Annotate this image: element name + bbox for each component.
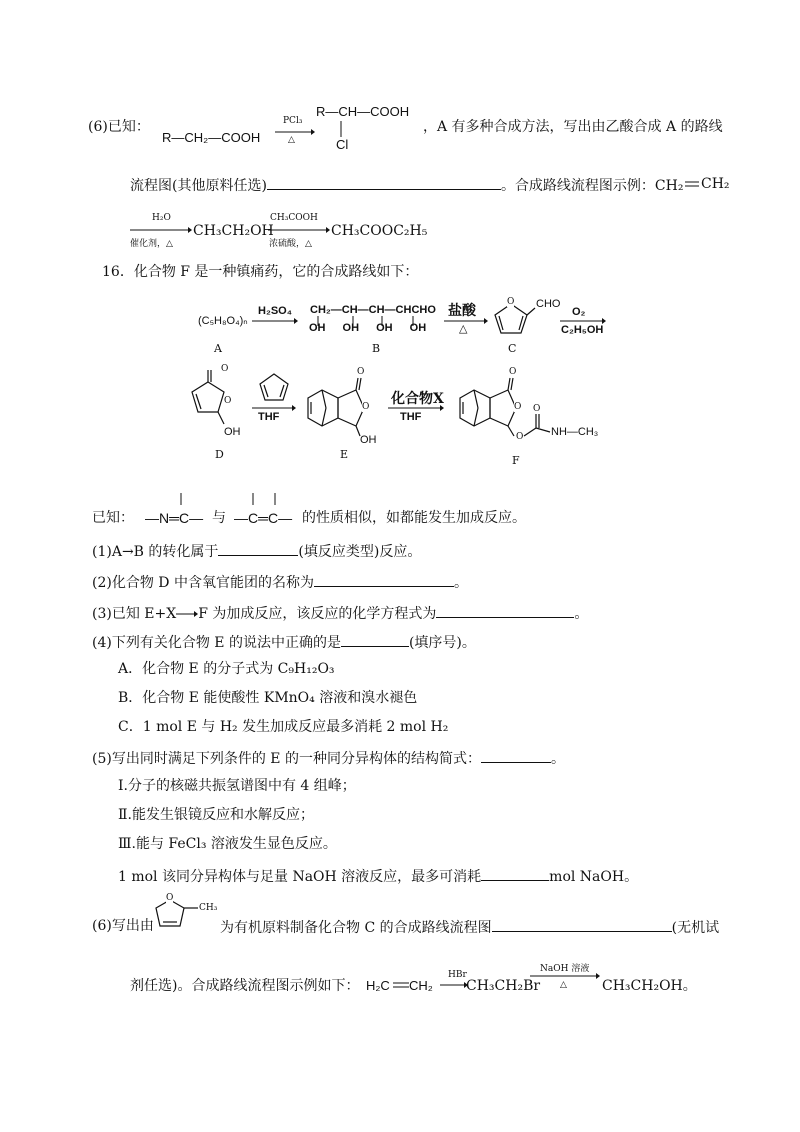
q16-3-text-b: F 为加成反应，该反应的化学方程式为 bbox=[198, 606, 437, 622]
compound-c-o: O bbox=[507, 297, 515, 307]
ex-cond1-bottom: 催化剂，△ bbox=[130, 239, 173, 249]
q16-3 bbox=[92, 603, 588, 623]
known-prefix: 已知： bbox=[92, 510, 134, 526]
condition-3: Ⅲ.能与 FeCl₃ 溶液发生显色反应。 bbox=[118, 836, 337, 852]
q16-1-text-a: (1)A→B 的转化属于 bbox=[92, 544, 219, 560]
q15-6-text2a: 流程图(其他原料任选) bbox=[130, 178, 267, 194]
q16-1-blank[interactable] bbox=[218, 541, 298, 556]
q16-5-text-a: (5)写出同时满足下列条件的 E 的一种同分异构体的结构简式： bbox=[92, 751, 481, 767]
ex2-hbr: HBr bbox=[448, 970, 467, 980]
q16-2-blank[interactable] bbox=[314, 572, 454, 587]
ex-cond2-bottom: 浓硫酸，△ bbox=[269, 239, 312, 249]
compound-f-o-carbonyl: O bbox=[533, 404, 541, 414]
q15-6-answer-blank[interactable] bbox=[267, 175, 501, 190]
compound-f-o-link: O bbox=[516, 432, 524, 442]
q16-5-naoh-blank[interactable] bbox=[481, 866, 549, 881]
ex2-arrow-2 bbox=[530, 972, 600, 980]
reagent-hcl: 盐酸 bbox=[448, 303, 476, 319]
reagent-compound-x: 化合物X bbox=[391, 391, 444, 407]
reagent-thf-2: THF bbox=[400, 411, 422, 423]
ex-cond1-top: H₂O bbox=[152, 213, 171, 223]
q16-5-naoh-text-b: mol NaOH。 bbox=[549, 869, 639, 885]
q15-6-cond-top: PCl₃ bbox=[283, 116, 303, 126]
q16-5-text-b: 。 bbox=[550, 751, 565, 767]
compound-b: CH₂—CH—CH—CHCHO bbox=[310, 304, 436, 316]
double-bond-icon bbox=[685, 180, 699, 188]
compound-b-oh: OH OH OH OH bbox=[309, 322, 427, 334]
compound-e-o-top: O bbox=[357, 367, 365, 377]
q15-6-text2c: CH₂ bbox=[701, 176, 730, 192]
compound-c-cho: CHO bbox=[536, 298, 561, 310]
q15-6-arrow bbox=[275, 128, 315, 138]
label-d: D bbox=[215, 448, 224, 461]
q16-1 bbox=[92, 541, 421, 561]
option-a: A．化合物 E 的分子式为 C₉H₁₂O₃ bbox=[118, 661, 335, 677]
q16-6-o: O bbox=[166, 893, 174, 903]
compound-d-oh: OH bbox=[224, 426, 241, 438]
arrow-icon bbox=[176, 610, 198, 618]
q16-3-text-c: 。 bbox=[574, 606, 589, 622]
q15-6-reactant: R—CH₂—COOH bbox=[162, 130, 261, 145]
ex-product-2: CH₃COOC₂H₅ bbox=[331, 223, 428, 239]
condition-1: Ⅰ.分子的核磁共振氢谱图中有 4 组峰； bbox=[118, 778, 356, 794]
compound-a: (C₅H₈O₄)ₙ bbox=[198, 315, 248, 327]
q15-6-text2 bbox=[130, 175, 683, 195]
compound-d-o-ring: O bbox=[224, 396, 232, 406]
known-g1-bond bbox=[180, 493, 184, 507]
q16-5-blank[interactable] bbox=[481, 748, 551, 763]
ex2-arrow-1 bbox=[440, 981, 468, 989]
q15-6-product-top: R—CH—COOH bbox=[316, 104, 410, 119]
compound-e-oh: OH bbox=[360, 434, 377, 446]
q16-1-text-b: (填反应类型)反应。 bbox=[298, 544, 422, 560]
q16-6-text-a: (6)写出由 bbox=[92, 918, 154, 934]
q15-6-text1: ，A 有多种合成方法，写出由乙酸合成 A 的路线 bbox=[423, 119, 723, 135]
compound-d-o-top: O bbox=[221, 364, 229, 374]
dihydrofuran-icon bbox=[152, 894, 212, 938]
reagent-hcl-cond: △ bbox=[459, 322, 468, 335]
q15-6-cond-bottom: △ bbox=[288, 135, 295, 145]
q16-6-text-b: 为有机原料制备化合物 C 的合成路线流程图 bbox=[220, 920, 492, 936]
q16-2-text-a: (2)化合物 D 中含氧官能团的名称为 bbox=[92, 575, 314, 591]
q16-2 bbox=[92, 572, 468, 592]
option-b: B．化合物 E 能使酸性 KMnO₄ 溶液和溴水褪色 bbox=[118, 690, 418, 706]
q16-4 bbox=[92, 632, 476, 652]
q16-4-text-b: (填序号)。 bbox=[408, 635, 476, 651]
arrow-a-b bbox=[252, 317, 298, 325]
reagent-o2: O₂ bbox=[572, 306, 586, 318]
label-e: E bbox=[340, 448, 349, 461]
compound-f-nh: NH—CH₃ bbox=[551, 426, 599, 438]
q16-5-naoh-text-a: 1 mol 该同分异构体与足量 NaOH 溶液反应，最多可消耗 bbox=[118, 869, 482, 885]
q16-5-naoh bbox=[118, 866, 638, 886]
q16-5 bbox=[92, 748, 565, 768]
q16-4-blank[interactable] bbox=[341, 632, 409, 647]
ex2-cond: △ bbox=[560, 980, 567, 990]
ex-arrow-1 bbox=[130, 226, 192, 234]
reagent-thf-1: THF bbox=[258, 411, 280, 423]
known-group-1: —N═C— bbox=[145, 510, 204, 526]
q16-2-text-b: 。 bbox=[453, 575, 468, 591]
known-suffix: 的性质相似，如都能发生加成反应。 bbox=[302, 510, 526, 526]
q16-3-text-a: (3)已知 E+X bbox=[92, 606, 177, 622]
q16-6-line1 bbox=[220, 917, 719, 937]
compound-f-structure bbox=[454, 370, 624, 460]
label-c: C bbox=[508, 342, 517, 355]
q16-title: 16．化合物 F 是一种镇痛药，它的合成路线如下： bbox=[102, 264, 419, 280]
reagent-h2so4: H₂SO₄ bbox=[258, 305, 292, 317]
compound-f-o-top: O bbox=[509, 367, 517, 377]
q16-6-text-c: (无机试 bbox=[671, 920, 720, 936]
ex2-product-1: CH₃CH₂Br bbox=[466, 978, 541, 994]
ex2-naoh: NaOH 溶液 bbox=[540, 964, 590, 974]
label-b: B bbox=[372, 342, 381, 355]
ex2-double-bond bbox=[393, 981, 409, 989]
q16-6-text-d: 剂任选)。合成路线流程图示例如下： bbox=[130, 978, 360, 994]
compound-e-o-ring: O bbox=[362, 402, 370, 412]
compound-f-o-ring: O bbox=[514, 402, 522, 412]
reagent-c2h5oh: C₂H₅OH bbox=[561, 324, 604, 336]
q15-6-product-cl: Cl bbox=[336, 137, 349, 152]
q15-6-text2b: 。合成路线流程图示例：CH₂ bbox=[500, 178, 684, 194]
cyclopentadiene-icon bbox=[257, 372, 291, 402]
ex2-h2c: H₂C bbox=[366, 978, 390, 993]
known-with: 与 bbox=[212, 510, 226, 526]
q16-6-ch3: CH₃ bbox=[199, 903, 218, 913]
option-c: C．1 mol E 与 H₂ 发生加成反应最多消耗 2 mol H₂ bbox=[118, 719, 449, 735]
ex-arrow-2 bbox=[268, 226, 330, 234]
condition-2: Ⅱ.能发生银镜反应和水解反应； bbox=[118, 807, 314, 823]
q16-6-blank[interactable] bbox=[492, 917, 672, 932]
known-g2-bonds bbox=[248, 493, 288, 507]
q16-3-blank[interactable] bbox=[436, 603, 574, 618]
q15-6-number: (6)已知： bbox=[88, 119, 150, 135]
label-a: A bbox=[214, 342, 222, 355]
ex2-product-2: CH₃CH₂OH。 bbox=[602, 978, 697, 994]
q16-4-text-a: (4)下列有关化合物 E 的说法中正确的是 bbox=[92, 635, 341, 651]
label-f: F bbox=[512, 454, 520, 467]
ex-product-1: CH₃CH₂OH bbox=[193, 223, 274, 239]
ex-cond2-top: CH₃COOH bbox=[270, 213, 318, 223]
known-group-2: —C═C— bbox=[234, 510, 293, 526]
ex2-ch2: CH₂ bbox=[409, 978, 433, 993]
